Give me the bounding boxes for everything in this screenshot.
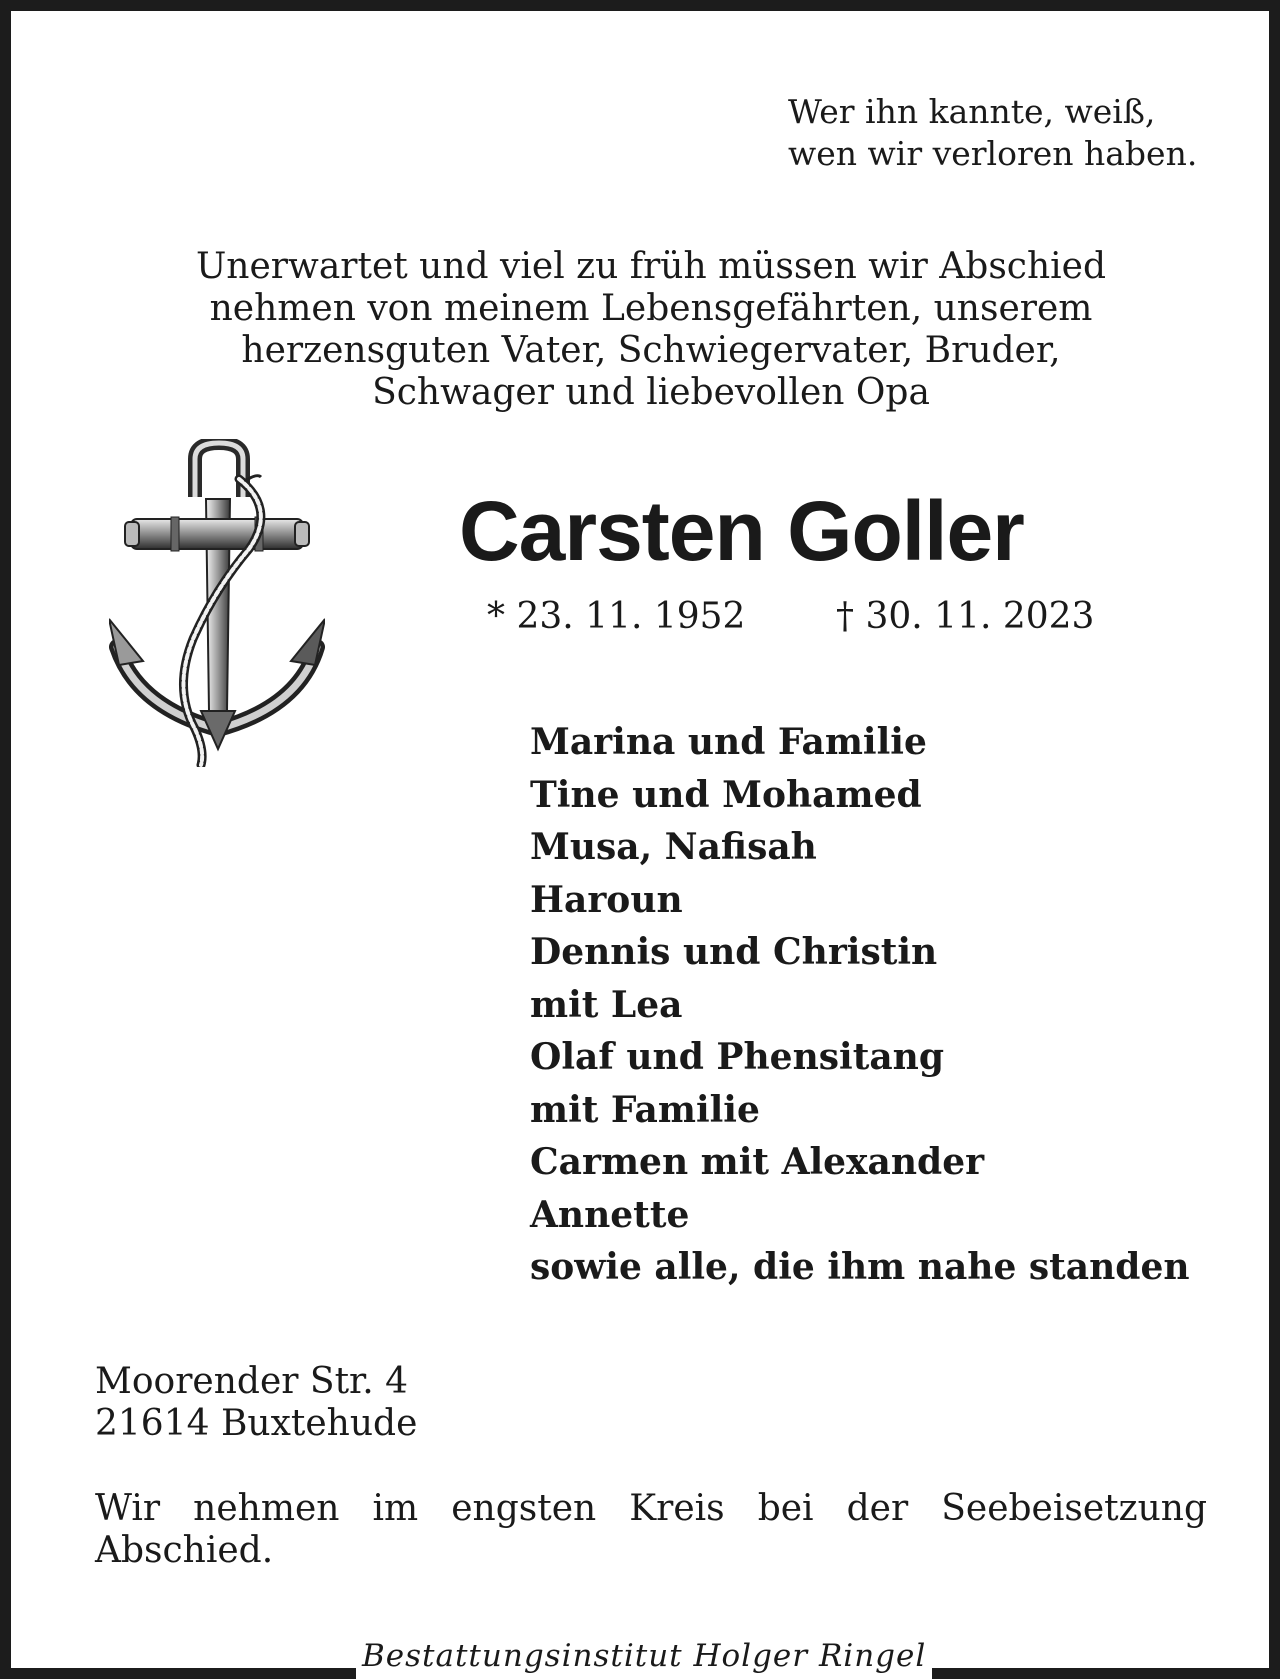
birth-date: * 23. 11. 1952 (487, 596, 746, 637)
mourner-entry: mit Familie (530, 1088, 760, 1131)
mourner-entry: Haroun (530, 878, 683, 921)
mourner-entry: Musa, Nafisah (530, 826, 817, 868)
intro-line: herzensguten Vater, Schwiegervater, Bruder, (241, 330, 1061, 371)
intro-line: Schwager und liebevollen Opa (372, 372, 930, 413)
anchor-icon (109, 439, 325, 767)
intro-line: nehmen von meinem Lebensgefährten, unserem (209, 288, 1093, 329)
funeral-home-name: Bestattungsinstitut Holger Ringel (356, 1633, 932, 1679)
mourner-entry: Tine und Mohamed (530, 773, 922, 816)
motto-line: wen wir verloren haben. (788, 134, 1198, 173)
address-street: Moorender Str. 4 (95, 1361, 409, 1402)
address-city: 21614 Buxtehude (95, 1403, 418, 1444)
mourner-entry: Annette (530, 1193, 690, 1236)
mourner-entry: Olaf und Phensitang (530, 1036, 944, 1078)
mourners-list (530, 716, 1190, 1294)
funeral-notice: Wir nehmen im engsten Kreis bei der Seebeisetzung Abschied. (95, 1488, 1207, 1571)
mourner-entry: sowie alle, die ihm nahe standen (530, 1246, 1190, 1288)
intro-text (91, 246, 1211, 414)
mourner-entry: Carmen mit Alexander (530, 1141, 985, 1183)
motto-quote (788, 91, 1197, 175)
intro-line: Unerwartet und viel zu früh müssen wir Abschied (195, 246, 1107, 287)
deceased-name: Carsten Goller (459, 484, 1024, 578)
mourner-entry: mit Lea (530, 983, 683, 1026)
death-date: † 30. 11. 2023 (836, 596, 1095, 637)
mourner-entry: Marina und Familie (530, 721, 927, 763)
mourner-entry: Dennis und Christin (530, 931, 938, 973)
motto-line: Wer ihn kannte, weiß, (788, 92, 1156, 131)
family-address (95, 1361, 417, 1445)
